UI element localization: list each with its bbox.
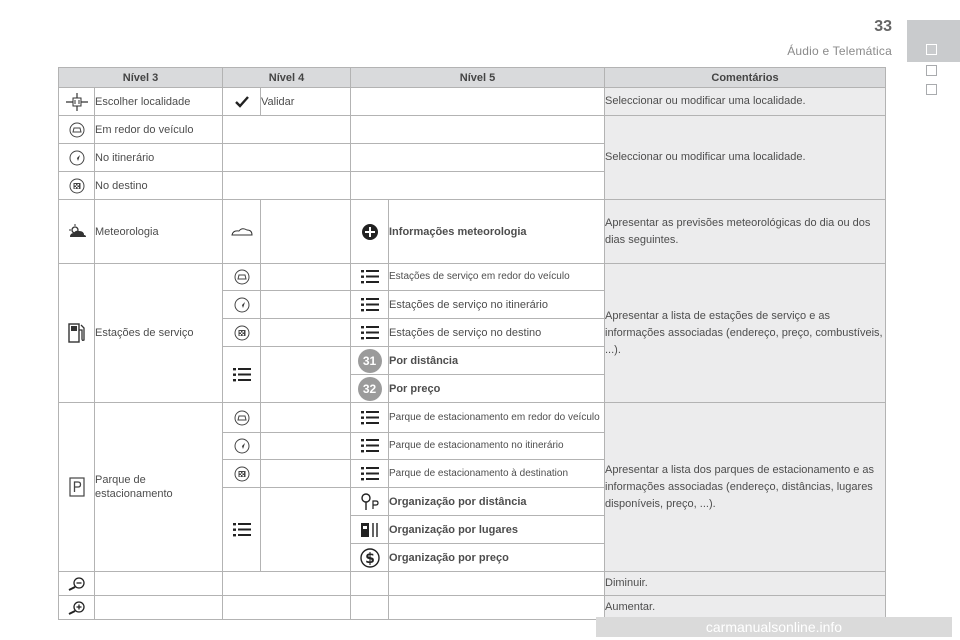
empty-cell — [261, 200, 351, 264]
empty-cell — [261, 347, 351, 403]
weather-small-icon — [223, 200, 261, 264]
empty-cell — [261, 319, 351, 347]
parking-by-places-label: Organização por lugares — [389, 516, 605, 544]
route-icon — [59, 144, 95, 172]
comment-cell: Apresentar a lista dos parques de estacionamento e as informações associadas (endereço, distâncias, lugares disponíveis, preço, ...). — [605, 403, 886, 572]
table-row — [59, 596, 886, 620]
empty-cell — [95, 596, 223, 620]
list-icon — [223, 488, 261, 572]
empty-cell — [261, 460, 351, 488]
destination-icon — [223, 460, 261, 488]
weather-icon — [59, 200, 95, 264]
section-marker-icon — [926, 84, 937, 95]
table-row — [59, 88, 886, 116]
empty-cell — [223, 172, 351, 200]
empty-cell — [261, 264, 351, 291]
table-row — [59, 264, 886, 291]
empty-cell — [223, 596, 351, 620]
header-row — [59, 68, 886, 88]
on-route-label: No itinerário — [95, 144, 223, 172]
route-icon — [223, 433, 261, 460]
table-row — [59, 403, 886, 433]
destination-icon — [59, 172, 95, 200]
empty-cell — [351, 572, 389, 596]
section-marker-icon — [926, 65, 937, 76]
comment-cell: Apresentar as previsões meteorológicas do dia ou dos dias seguintes. — [605, 200, 886, 264]
locality-icon — [59, 88, 95, 116]
watermark: carmanualsonline.info — [596, 617, 952, 637]
around-vehicle-label: Em redor do veículo — [95, 116, 223, 144]
by-distance-label: Por distância — [389, 347, 605, 375]
comment-cell: Seleccionar ou modificar uma localidade. — [605, 88, 886, 116]
comment-cell: Diminuir. — [605, 572, 886, 596]
empty-cell — [351, 144, 605, 172]
empty-cell — [351, 596, 389, 620]
col-header-level5: Nível 5 — [351, 68, 605, 88]
around-vehicle-icon — [223, 264, 261, 291]
list-icon — [351, 460, 389, 488]
comment-cell: Seleccionar ou modificar uma localidade. — [605, 116, 886, 200]
table-row — [59, 200, 886, 264]
fuel-pump-icon — [59, 264, 95, 403]
empty-cell — [223, 116, 351, 144]
empty-cell — [351, 172, 605, 200]
weather-label: Meteorologia — [95, 200, 223, 264]
empty-cell — [223, 572, 351, 596]
plus-circle-icon — [351, 200, 389, 264]
svg-text:$: $ — [364, 550, 375, 567]
list-icon — [351, 291, 389, 319]
zoom-out-icon — [59, 572, 95, 596]
side-tab — [907, 20, 960, 62]
distance-pin-icon — [351, 488, 389, 516]
empty-cell — [261, 291, 351, 319]
parking-by-distance-label: Organização por distância — [389, 488, 605, 516]
empty-cell — [95, 572, 223, 596]
empty-cell — [223, 144, 351, 172]
empty-cell — [389, 596, 605, 620]
empty-cell — [351, 116, 605, 144]
badge-31: 31 — [351, 347, 389, 375]
list-icon — [351, 403, 389, 433]
comment-cell: Apresentar a lista de estações de serviço e as informações associadas (endereço, preço, combustíveis, ...). — [605, 264, 886, 403]
parking-around-label: Parque de estacionamento em redor do veículo — [389, 403, 605, 433]
around-vehicle-icon — [223, 403, 261, 433]
service-stations-label: Estações de serviço — [95, 264, 223, 403]
at-destination-label: No destino — [95, 172, 223, 200]
col-header-level3: Nível 3 — [59, 68, 223, 88]
around-vehicle-icon — [59, 116, 95, 144]
parking-route-label: Parque de estacionamento no itinerário — [389, 433, 605, 460]
empty-cell — [351, 88, 605, 116]
table-row — [59, 116, 886, 144]
list-icon — [351, 433, 389, 460]
service-route-label: Estações de serviço no itinerário — [389, 291, 605, 319]
places-icon — [351, 516, 389, 544]
badge-32: 32 — [351, 375, 389, 403]
menu-table — [58, 67, 886, 620]
checkmark-icon — [223, 88, 261, 116]
list-icon — [223, 347, 261, 403]
empty-cell — [261, 403, 351, 433]
parking-icon — [59, 403, 95, 572]
zoom-in-icon — [59, 596, 95, 620]
section-title: Áudio e Telemática — [787, 44, 892, 58]
page-number: 33 — [874, 18, 892, 35]
service-around-label: Estações de serviço em redor do veículo — [389, 264, 605, 291]
col-header-comments: Comentários — [605, 68, 886, 88]
by-price-label: Por preço — [389, 375, 605, 403]
validate-label: Validar — [261, 88, 351, 116]
empty-cell — [389, 572, 605, 596]
empty-cell — [261, 433, 351, 460]
parking-destination-label: Parque de estacionamento à destination — [389, 460, 605, 488]
parking-label: Parque de estacionamento — [95, 403, 223, 572]
dollar-icon — [351, 544, 389, 572]
table-row — [59, 572, 886, 596]
section-marker-icon — [926, 44, 937, 55]
empty-cell — [261, 488, 351, 572]
parking-by-price-label: Organização por preço — [389, 544, 605, 572]
weather-info-label: Informações meteorologia — [389, 200, 605, 264]
list-icon — [351, 319, 389, 347]
list-icon — [351, 264, 389, 291]
col-header-level4: Nível 4 — [223, 68, 351, 88]
choose-locality-label: Escolher localidade — [95, 88, 223, 116]
comment-cell: Aumentar. — [605, 596, 886, 620]
service-destination-label: Estações de serviço no destino — [389, 319, 605, 347]
destination-icon — [223, 319, 261, 347]
route-icon — [223, 291, 261, 319]
